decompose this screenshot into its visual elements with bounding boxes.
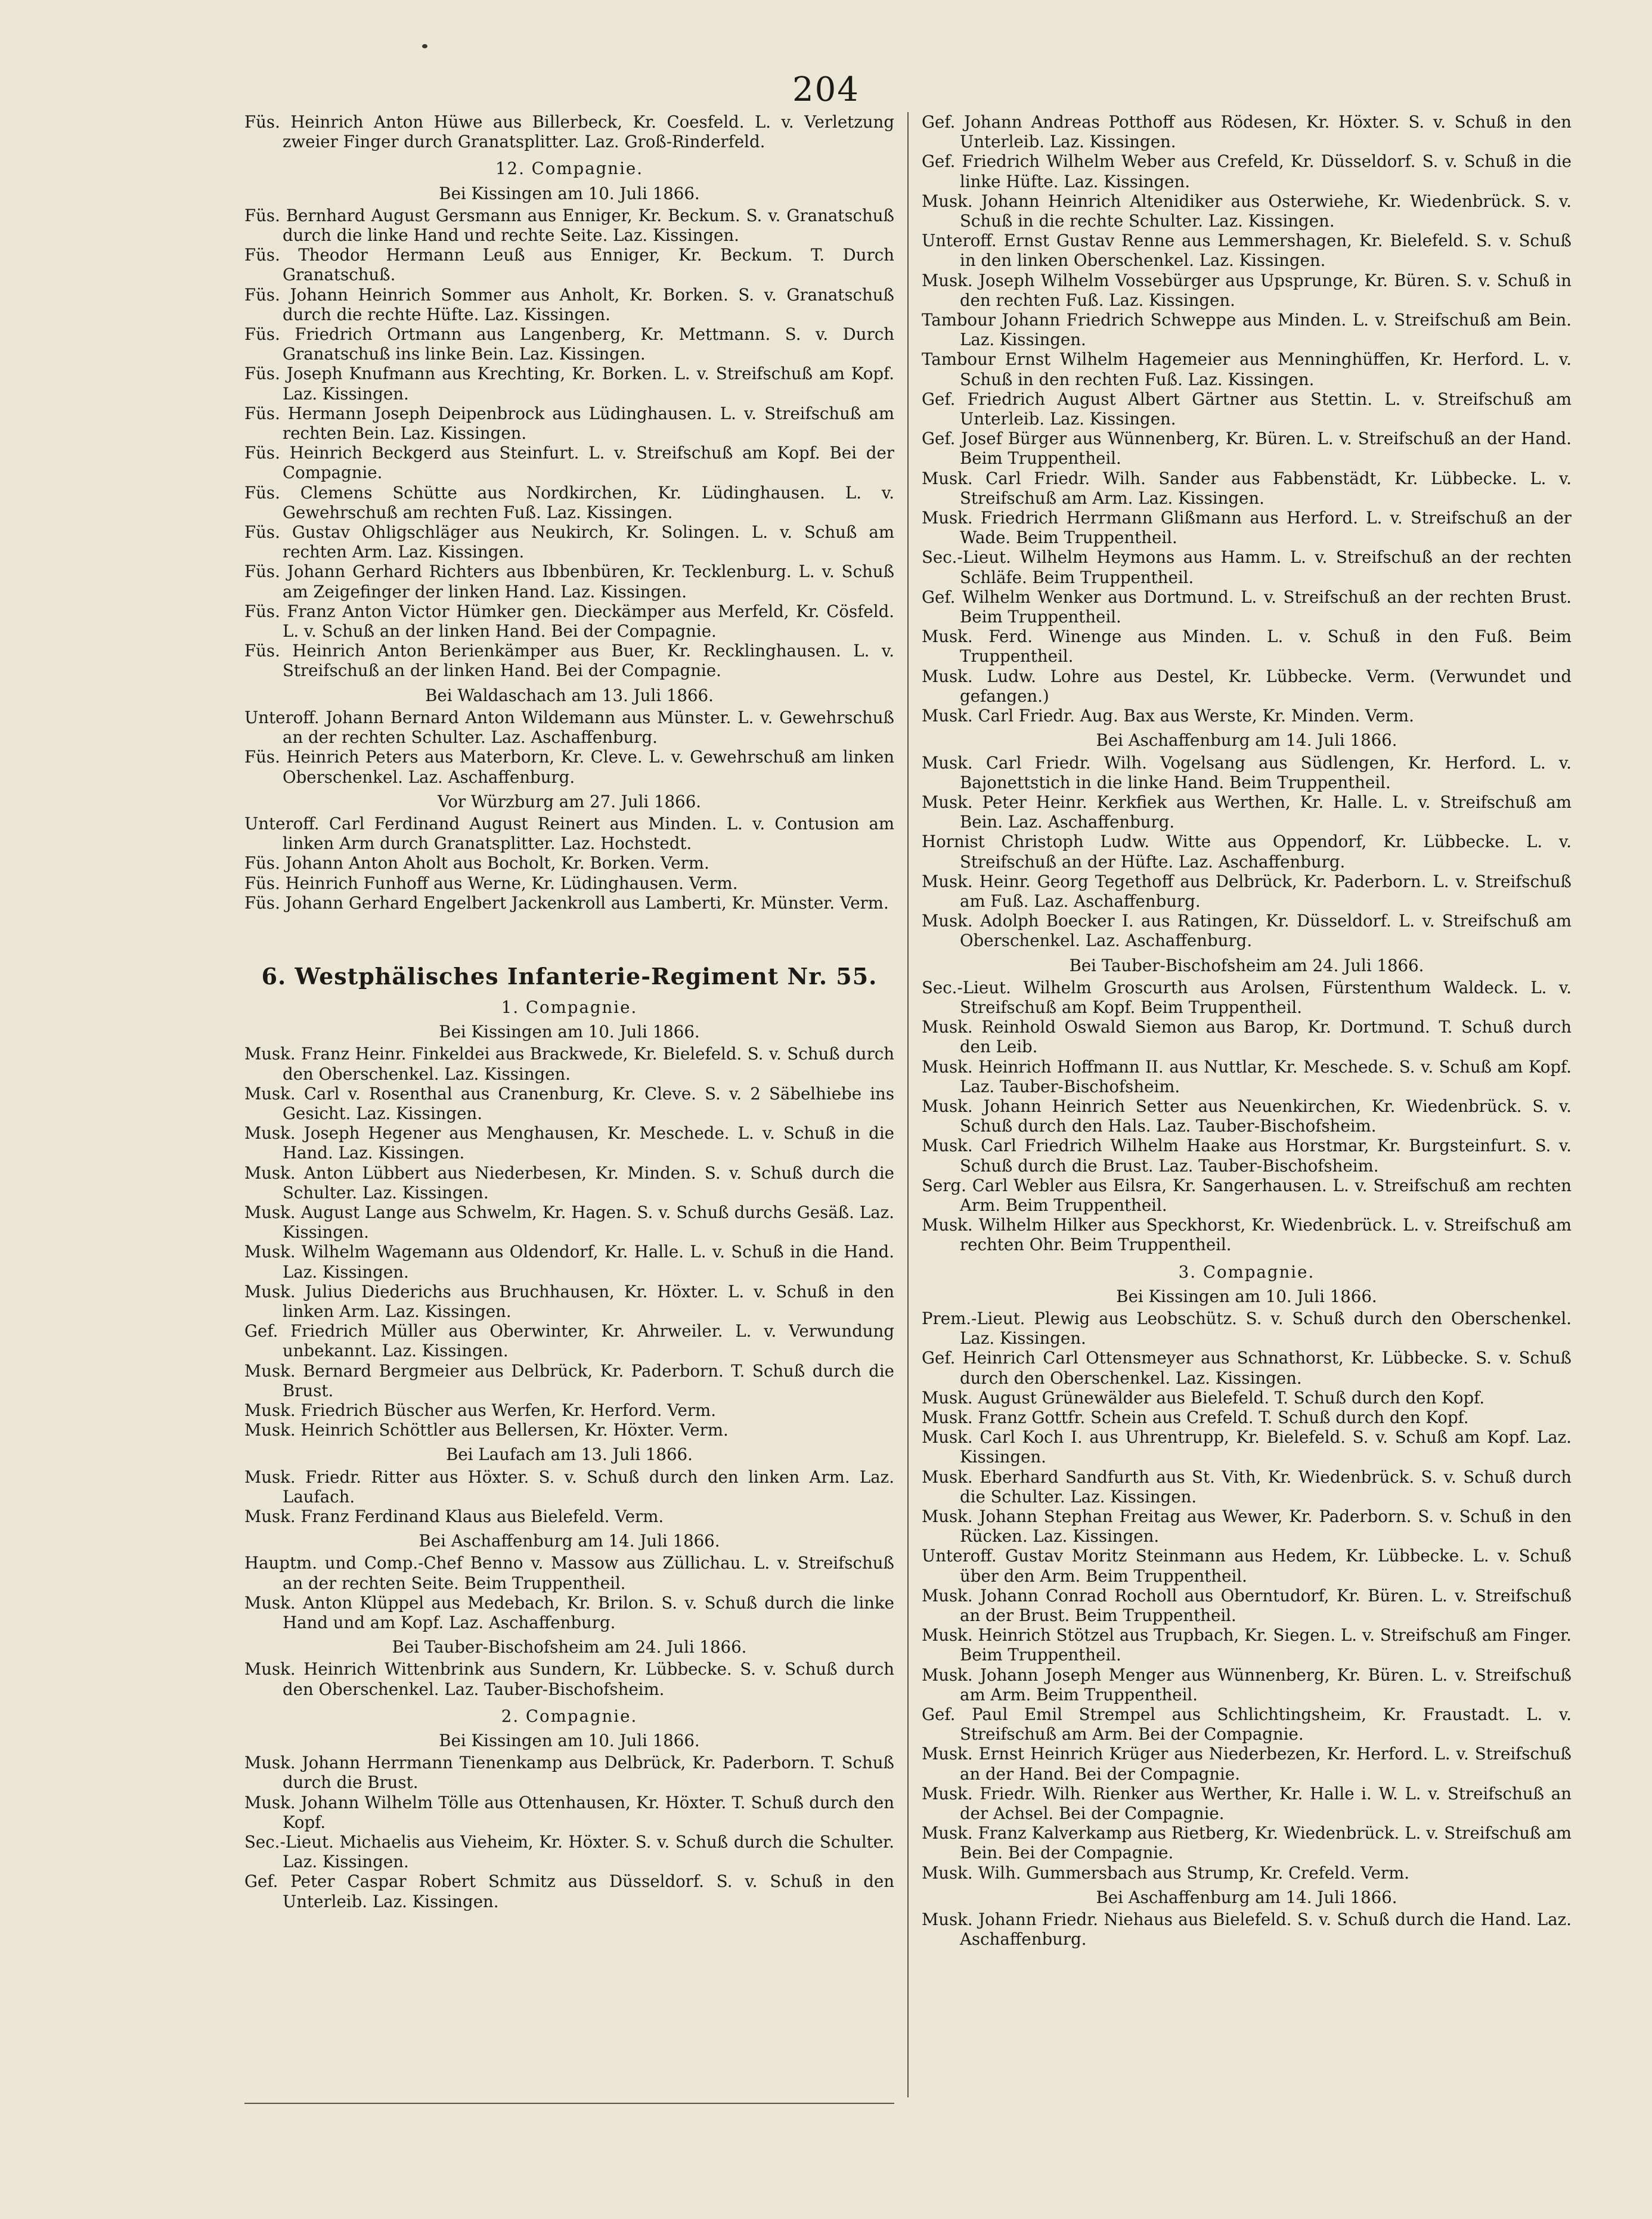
casualty-entry: Musk. Friedr. Wilh. Rienker aus Werther, Kr. Halle i. W. L. v. Streifschuß an der Achsel. Bei der Compagnie. (922, 1783, 1572, 1824)
casualty-entry: Musk. Heinr. Georg Tegethoff aus Delbrück, Kr. Paderborn. L. v. Streifschuß am Fuß. Laz. Aschaffenburg. (922, 871, 1572, 911)
casualty-entry: Gef. Peter Caspar Robert Schmitz aus Düsseldorf. S. v. Schuß in den Unterleib. Laz. Kissingen. (244, 1871, 894, 1911)
casualty-entry: Sec.-Lieut. Wilhelm Groscurth aus Arolsen, Fürstenthum Waldeck. L. v. Streifschuß am Kopf. Beim Truppentheil. (922, 977, 1572, 1017)
casualty-entry: Musk. Peter Heinr. Kerkfiek aus Werthen, Kr. Halle. L. v. Streifschuß am Bein. Laz. Aschaffenburg. (922, 792, 1572, 832)
bottom-rule (244, 2103, 894, 2104)
casualty-entry: Musk. Adolph Boecker I. aus Ratingen, Kr. Düsseldorf. L. v. Streifschuß am Oberschenkel. Laz. Aschaffenburg. (922, 911, 1572, 951)
casualty-entry: Füs. Heinrich Funhoff aus Werne, Kr. Lüdinghausen. Verm. (244, 873, 738, 893)
battle-date-heading: Bei Aschaffenburg am 14. Juli 1866. (419, 1531, 720, 1551)
page-number: 204 (792, 70, 860, 109)
casualty-entry: Sec.-Lieut. Wilhelm Heymons aus Hamm. L. v. Streifschuß an der rechten Schläfe. Beim Truppentheil. (922, 547, 1572, 587)
company-heading: 1. Compagnie. (501, 997, 638, 1017)
battle-date-heading: Bei Tauber-Bischofsheim am 24. Juli 1866. (392, 1637, 747, 1657)
casualty-entry: Sec.-Lieut. Michaelis aus Vieheim, Kr. Höxter. S. v. Schuß durch die Schulter. Laz. Kissingen. (244, 1832, 894, 1872)
casualty-entry: Füs. Johann Heinrich Sommer aus Anholt, Kr. Borken. S. v. Granatschuß durch die rechte Hüfte. Laz. Kissingen. (244, 284, 894, 324)
casualty-entry: Unteroff. Johann Bernard Anton Wildemann aus Münster. L. v. Gewehrschuß an der rechten Schulter. Laz. Aschaffenburg. (244, 707, 894, 748)
casualty-entry: Füs. Johann Anton Aholt aus Bocholt, Kr. Borken. Verm. (244, 853, 709, 873)
casualty-entry: Hornist Christoph Ludw. Witte aus Oppendorf, Kr. Lübbecke. L. v. Streifschuß an der Hüfte. Laz. Aschaffenburg. (922, 832, 1572, 872)
casualty-entry: Musk. Johann Conrad Rocholl aus Oberntudorf, Kr. Büren. L. v. Streifschuß an der Brust. Beim Truppentheil. (922, 1585, 1572, 1626)
casualty-entry: Musk. August Lange aus Schwelm, Kr. Hagen. S. v. Schuß durchs Gesäß. Laz. Kissingen. (244, 1202, 894, 1242)
casualty-entry: Füs. Johann Gerhard Richters aus Ibbenbüren, Kr. Tecklenburg. L. v. Schuß am Zeigefinger der linken Hand. Laz. Kissingen. (244, 562, 894, 602)
casualty-entry: Musk. Johann Stephan Freitag aus Wewer, Kr. Paderborn. S. v. Schuß in den Rücken. Laz. Kissingen. (922, 1507, 1572, 1547)
casualty-entry: Musk. Wilh. Gummersbach aus Strump, Kr. Crefeld. Verm. (922, 1862, 1410, 1883)
casualty-entry: Gef. Wilhelm Wenker aus Dortmund. L. v. Streifschuß an der rechten Brust. Beim Truppentheil. (922, 587, 1572, 627)
casualty-entry: Hauptm. und Comp.-Chef Benno v. Massow aus Züllichau. L. v. Streifschuß an der rechten Seite. Beim Truppentheil. (244, 1553, 894, 1593)
casualty-entry: Tambour Johann Friedrich Schweppe aus Minden. L. v. Streifschuß am Bein. Laz. Kissingen. (922, 310, 1572, 350)
casualty-entry: Musk. Franz Kalverkamp aus Rietberg, Kr. Wiedenbrück. L. v. Streifschuß am Bein. Bei der Compagnie. (922, 1823, 1572, 1863)
left-column (244, 112, 894, 1911)
casualty-entry: Musk. Ferd. Winenge aus Minden. L. v. Schuß in den Fuß. Beim Truppentheil. (922, 627, 1572, 667)
casualty-entry: Füs. Bernhard August Gersmann aus Enniger, Kr. Beckum. S. v. Granatschuß durch die linke Hand und rechte Seite. Laz. Kissingen. (244, 205, 894, 246)
casualty-entry: Musk. Eberhard Sandfurth aus St. Vith, Kr. Wiedenbrück. S. v. Schuß durch die Schulter. Laz. Kissingen. (922, 1467, 1572, 1507)
casualty-entry: Füs. Hermann Joseph Deipenbrock aus Lüdinghausen. L. v. Streifschuß am rechten Bein. Laz. Kissingen. (244, 403, 894, 444)
casualty-entry: Füs. Theodor Hermann Leuß aus Enniger, Kr. Beckum. T. Durch Granatschuß. (244, 245, 894, 285)
casualty-entry: Musk. Carl Friedr. Aug. Bax aus Werste, Kr. Minden. Verm. (922, 706, 1414, 726)
casualty-entry: Musk. Heinrich Hoffmann II. aus Nuttlar, Kr. Meschede. S. v. Schuß am Kopf. Laz. Tauber-Bischofsheim. (922, 1056, 1572, 1096)
casualty-entry: Musk. Friedrich Büscher aus Werfen, Kr. Herford. Verm. (244, 1400, 716, 1420)
battle-date-heading: Bei Kissingen am 10. Juli 1866. (439, 183, 700, 203)
casualty-entry: Musk. Wilhelm Wagemann aus Oldendorf, Kr. Halle. L. v. Schuß in die Hand. Laz. Kissingen. (244, 1242, 894, 1282)
casualty-entry: Musk. Joseph Wilhelm Vossebürger aus Upsprunge, Kr. Büren. S. v. Schuß in den rechten Fuß. Laz. Kissingen. (922, 270, 1572, 310)
battle-date-heading: Bei Kissingen am 10. Juli 1866. (439, 1022, 700, 1042)
casualty-entry: Musk. Carl v. Rosenthal aus Cranenburg, Kr. Cleve. S. v. 2 Säbelhiebe ins Gesicht. Laz. Kissingen. (244, 1083, 894, 1123)
casualty-entry: Musk. Bernard Bergmeier aus Delbrück, Kr. Paderborn. T. Schuß durch die Brust. (244, 1360, 894, 1400)
casualty-entry: Tambour Ernst Wilhelm Hagemeier aus Menninghüffen, Kr. Herford. L. v. Schuß in den rechten Fuß. Laz. Kissingen. (922, 349, 1572, 389)
casualty-entry: Unteroff. Gustav Moritz Steinmann aus Hedem, Kr. Lübbecke. L. v. Schuß über den Arm. Beim Truppentheil. (922, 1546, 1572, 1586)
battle-date-heading: Bei Kissingen am 10. Juli 1866. (439, 1731, 700, 1751)
casualty-entry: Gef. Josef Bürger aus Wünnenberg, Kr. Büren. L. v. Streifschuß an der Hand. Beim Truppentheil. (922, 429, 1572, 469)
casualty-entry: Musk. Heinrich Wittenbrink aus Sundern, Kr. Lübbecke. S. v. Schuß durch den Oberschenkel. Laz. Tauber-Bischofsheim. (244, 1659, 894, 1699)
company-heading: 2. Compagnie. (501, 1706, 638, 1726)
casualty-entry: Musk. Franz Heinr. Finkeldei aus Brackwede, Kr. Bielefeld. S. v. Schuß durch den Oberschenkel. Laz. Kissingen. (244, 1044, 894, 1084)
casualty-entry: Musk. Heinrich Schöttler aus Bellersen, Kr. Höxter. Verm. (244, 1420, 729, 1440)
casualty-entry: Gef. Friedrich Wilhelm Weber aus Crefeld, Kr. Düsseldorf. S. v. Schuß in die linke Hüfte. Laz. Kissingen. (922, 151, 1572, 191)
casualty-entry: Musk. Franz Ferdinand Klaus aus Bielefeld. Verm. (244, 1507, 664, 1526)
casualty-entry: Musk. Carl Friedrich Wilhelm Haake aus Horstmar, Kr. Burgsteinfurt. S. v. Schuß durch die Brust. Laz. Tauber-Bischofsheim. (922, 1136, 1572, 1176)
battle-date-heading: Bei Laufach am 13. Juli 1866. (446, 1445, 693, 1465)
casualty-entry: Füs. Johann Gerhard Engelbert Jackenkroll aus Lamberti, Kr. Münster. Verm. (244, 892, 889, 913)
casualty-entry: Füs. Heinrich Anton Berienkämper aus Buer, Kr. Recklinghausen. L. v. Streifschuß an der linken Hand. Bei der Compagnie. (244, 641, 894, 681)
casualty-entry: Unteroff. Ernst Gustav Renne aus Lemmershagen, Kr. Bielefeld. S. v. Schuß in den linken Oberschenkel. Laz. Kissingen. (922, 231, 1572, 271)
casualty-entry: Musk. August Grünewälder aus Bielefeld. T. Schuß durch den Kopf. (922, 1387, 1485, 1408)
casualty-entry: Musk. Carl Friedr. Wilh. Vogelsang aus Südlengen, Kr. Herford. L. v. Bajonettstich in die linke Hand. Beim Truppentheil. (922, 752, 1572, 792)
battle-date-heading: Bei Waldaschach am 13. Juli 1866. (425, 685, 714, 705)
casualty-entry: Musk. Johann Heinrich Altenidiker aus Osterwiehe, Kr. Wiedenbrück. S. v. Schuß in die rechte Schulter. Laz. Kissingen. (922, 191, 1572, 231)
casualty-entry: Gef. Paul Emil Strempel aus Schlichtingsheim, Kr. Fraustadt. L. v. Streifschuß am Arm. Bei der Compagnie. (922, 1704, 1572, 1744)
casualty-entry: Unteroff. Carl Ferdinand August Reinert aus Minden. L. v. Contusion am linken Arm durch Granatsplitter. Laz. Hochstedt. (244, 813, 894, 854)
casualty-entry: Füs. Heinrich Beckgerd aus Steinfurt. L. v. Streifschuß am Kopf. Bei der Compagnie. (244, 443, 894, 483)
battle-date-heading: Bei Kissingen am 10. Juli 1866. (1116, 1286, 1377, 1306)
casualty-entry: Musk. Anton Lübbert aus Niederbesen, Kr. Minden. S. v. Schuß durch die Schulter. Laz. Kissingen. (244, 1163, 894, 1203)
casualty-entry: Musk. Heinrich Stötzel aus Trupbach, Kr. Siegen. L. v. Streifschuß am Finger. Beim Truppentheil. (922, 1625, 1572, 1665)
column-divider (907, 112, 909, 2097)
casualty-entry: Füs. Heinrich Peters aus Materborn, Kr. Cleve. L. v. Gewehrschuß am linken Oberschenkel. Laz. Aschaffenburg. (244, 747, 894, 787)
casualty-entry: Musk. Franz Gottfr. Schein aus Crefeld. T. Schuß durch den Kopf. (922, 1408, 1469, 1427)
casualty-entry: Gef. Heinrich Carl Ottensmeyer aus Schnathorst, Kr. Lübbecke. S. v. Schuß durch den Oberschenkel. Laz. Kissingen. (922, 1348, 1572, 1388)
battle-date-heading: Bei Tauber-Bischofsheim am 24. Juli 1866. (1069, 955, 1424, 975)
casualty-entry: Musk. Johann Herrmann Tienenkamp aus Delbrück, Kr. Paderborn. T. Schuß durch die Brust. (244, 1753, 894, 1793)
battle-date-heading: Bei Aschaffenburg am 14. Juli 1866. (1096, 730, 1397, 751)
company-heading: 12. Compagnie. (495, 159, 644, 179)
casualty-entry: Prem.-Lieut. Plewig aus Leobschütz. S. v. Schuß durch den Oberschenkel. Laz. Kissingen. (922, 1308, 1572, 1349)
printing-speck (422, 44, 427, 48)
battle-date-heading: Vor Würzburg am 27. Juli 1866. (437, 791, 702, 811)
casualty-entry: Musk. Johann Wilhelm Tölle aus Ottenhausen, Kr. Höxter. T. Schuß durch den Kopf. (244, 1792, 894, 1832)
casualty-entry: Musk. Johann Friedr. Niehaus aus Bielefeld. S. v. Schuß durch die Hand. Laz. Aschaffenburg. (922, 1910, 1572, 1950)
casualty-entry: Musk. Julius Diederichs aus Bruchhausen, Kr. Höxter. L. v. Schuß in den linken Arm. Laz. Kissingen. (244, 1281, 894, 1321)
casualty-entry: Füs. Joseph Knufmann aus Krechting, Kr. Borken. L. v. Streifschuß am Kopf. Laz. Kissingen. (244, 364, 894, 404)
casualty-entry: Musk. Ludw. Lohre aus Destel, Kr. Lübbecke. Verm. (Verwundet und gefangen.) (922, 666, 1572, 706)
casualty-entry: Füs. Heinrich Anton Hüwe aus Billerbeck, Kr. Coesfeld. L. v. Verletzung zweier Finger durch Granatsplitter. Laz. Groß-Rinderfeld. (244, 112, 894, 152)
casualty-entry: Gef. Johann Andreas Potthoff aus Rödesen, Kr. Höxter. S. v. Schuß in den Unterleib. Laz. Kissingen. (922, 112, 1572, 152)
right-column (922, 112, 1572, 1949)
casualty-entry: Füs. Clemens Schütte aus Nordkirchen, Kr. Lüdinghausen. L. v. Gewehrschuß am rechten Fuß. Laz. Kissingen. (244, 482, 894, 522)
casualty-entry: Musk. Friedr. Ritter aus Höxter. S. v. Schuß durch den linken Arm. Laz. Laufach. (244, 1467, 894, 1507)
battle-date-heading: Bei Aschaffenburg am 14. Juli 1866. (1096, 1887, 1397, 1907)
casualty-entry: Musk. Joseph Hegener aus Menghausen, Kr. Meschede. L. v. Schuß in die Hand. Laz. Kissingen. (244, 1123, 894, 1163)
casualty-entry: Gef. Friedrich August Albert Gärtner aus Stettin. L. v. Streifschuß am Unterleib. Laz. Kissingen. (922, 389, 1572, 429)
casualty-entry: Musk. Ernst Heinrich Krüger aus Niederbezen, Kr. Herford. L. v. Streifschuß an der Hand. Bei der Compagnie. (922, 1744, 1572, 1784)
company-heading: 3. Compagnie. (1178, 1262, 1315, 1282)
casualty-entry: Musk. Anton Klüppel aus Medebach, Kr. Brilon. S. v. Schuß durch die linke Hand und am Kopf. Laz. Aschaffenburg. (244, 1592, 894, 1633)
casualty-entry: Musk. Carl Koch I. aus Uhrentrupp, Kr. Bielefeld. S. v. Schuß am Kopf. Laz. Kissingen. (922, 1427, 1572, 1467)
casualty-entry: Füs. Gustav Ohligschläger aus Neukirch, Kr. Solingen. L. v. Schuß am rechten Arm. Laz. Kissingen. (244, 522, 894, 562)
casualty-entry: Musk. Friedrich Herrmann Glißmann aus Herford. L. v. Streifschuß an der Wade. Beim Truppentheil. (922, 508, 1572, 548)
casualty-entry: Musk. Johann Joseph Menger aus Wünnenberg, Kr. Büren. L. v. Streifschuß am Arm. Beim Truppentheil. (922, 1665, 1572, 1704)
casualty-entry: Musk. Wilhelm Hilker aus Speckhorst, Kr. Wiedenbrück. L. v. Streifschuß am rechten Ohr. Beim Truppentheil. (922, 1215, 1572, 1255)
casualty-entry: Füs. Friedrich Ortmann aus Langenberg, Kr. Mettmann. S. v. Durch Granatschuß ins linke Bein. Laz. Kissingen. (244, 324, 894, 364)
casualty-entry: Musk. Reinhold Oswald Siemon aus Barop, Kr. Dortmund. T. Schuß durch den Leib. (922, 1017, 1572, 1057)
casualty-entry: Füs. Franz Anton Victor Hümker gen. Dieckämper aus Merfeld, Kr. Cösfeld. L. v. Schuß an der linken Hand. Bei der Compagnie. (244, 601, 894, 641)
casualty-entry: Musk. Carl Friedr. Wilh. Sander aus Fabbenstädt, Kr. Lübbecke. L. v. Streifschuß am Arm. Laz. Kissingen. (922, 468, 1572, 508)
casualty-entry: Musk. Johann Heinrich Setter aus Neuenkirchen, Kr. Wiedenbrück. S. v. Schuß durch den Hals. Laz. Tauber-Bischofsheim. (922, 1096, 1572, 1136)
casualty-entry: Gef. Friedrich Müller aus Oberwinter, Kr. Ahrweiler. L. v. Verwundung unbekannt. Laz. Kissingen. (244, 1321, 894, 1361)
regiment-heading: 6. Westphälisches Infanterie-Regiment Nr. 55. (261, 962, 878, 990)
casualty-entry: Serg. Carl Webler aus Eilsra, Kr. Sangerhausen. L. v. Streifschuß am rechten Arm. Beim Truppentheil. (922, 1175, 1572, 1215)
